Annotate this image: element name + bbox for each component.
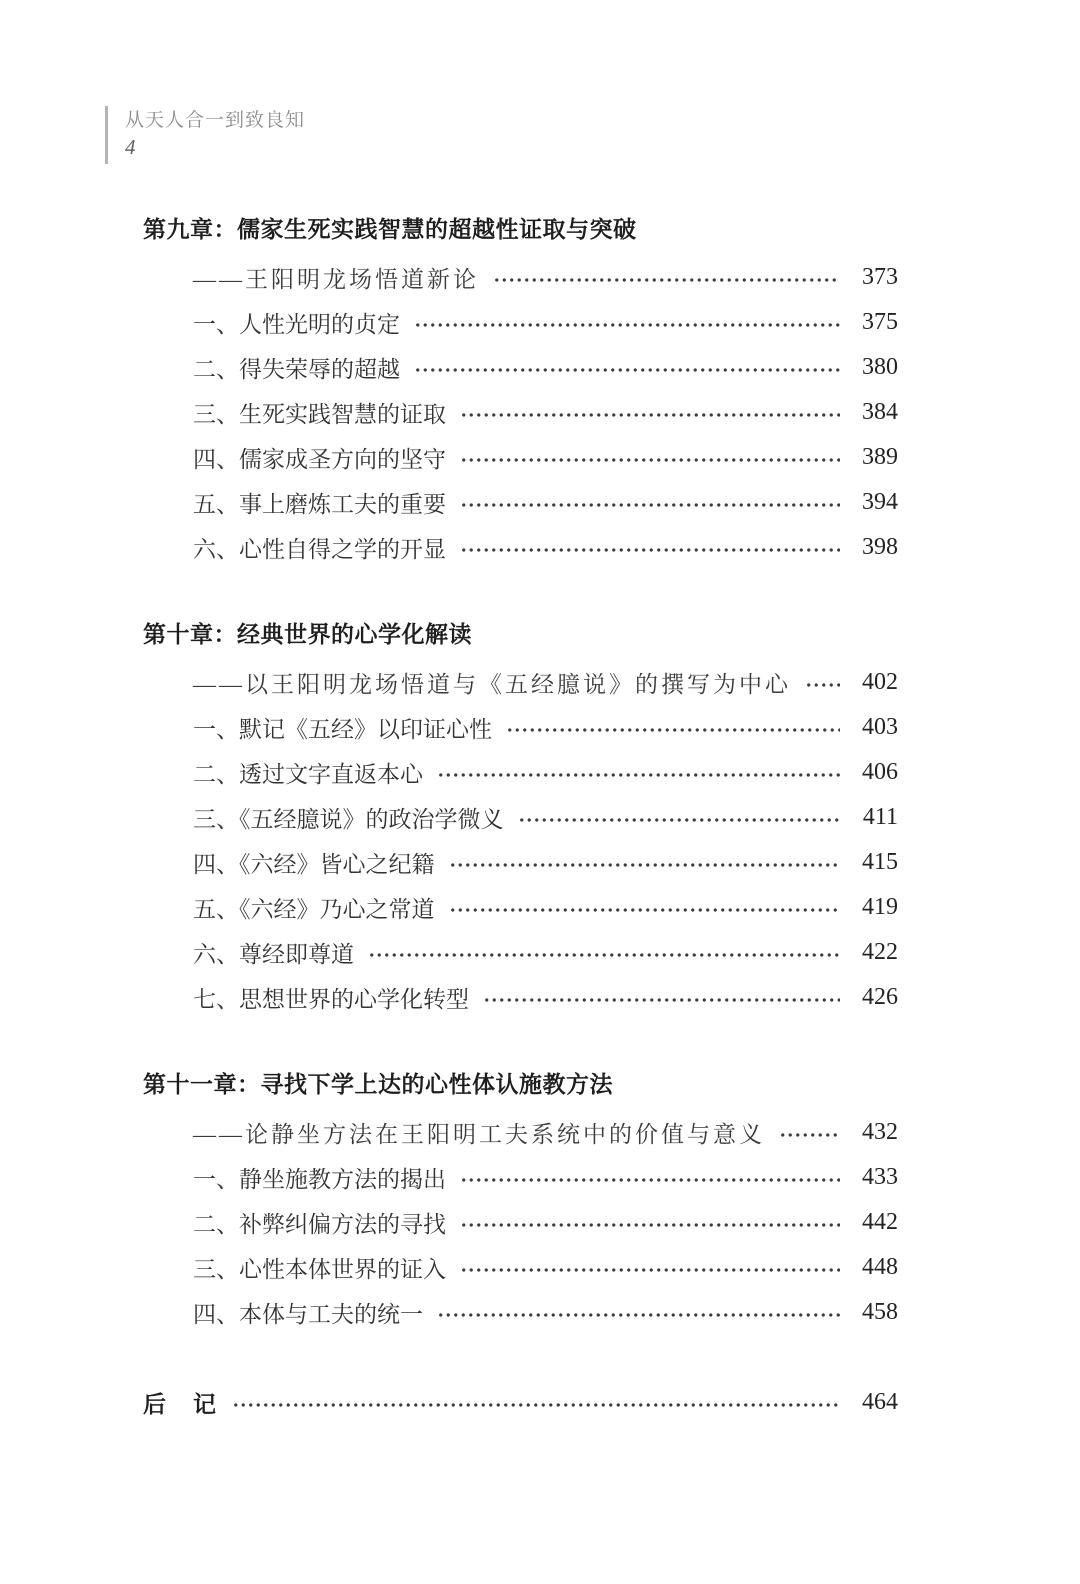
toc-section xyxy=(143,205,898,570)
toc-section xyxy=(143,610,898,1020)
toc-footer-entry xyxy=(143,1380,898,1425)
toc-entry xyxy=(143,345,898,390)
toc-entry xyxy=(143,930,898,975)
toc-entry xyxy=(143,1110,898,1155)
entry-title: 四、儒家成圣方向的坚守 xyxy=(193,447,446,472)
toc xyxy=(143,205,898,1425)
entry-title: 六、心性自得之学的开显 xyxy=(193,537,446,562)
entry-page: 403 xyxy=(862,714,898,740)
toc-section xyxy=(143,1060,898,1335)
dot-leader xyxy=(414,323,840,327)
toc-entry xyxy=(143,300,898,345)
toc-entry xyxy=(143,1155,898,1200)
entry-title: 一、默记《五经》以印证心性 xyxy=(193,717,492,742)
toc-entry xyxy=(143,1200,898,1245)
section-entries xyxy=(143,255,898,570)
toc-entry xyxy=(143,795,898,840)
dot-leader xyxy=(506,728,840,732)
dot-leader xyxy=(460,1268,840,1272)
entry-title: 三、《五经臆说》的政治学微义 xyxy=(193,807,504,832)
toc-entry xyxy=(143,255,898,300)
entry-title: 三、生死实践智慧的证取 xyxy=(193,402,446,427)
dot-leader xyxy=(449,908,841,912)
entry-page: 384 xyxy=(862,399,898,425)
section-entries xyxy=(143,1110,898,1335)
entry-page: 406 xyxy=(862,759,898,785)
book-title: 从天人合一到致良知 xyxy=(125,110,306,131)
dot-leader xyxy=(779,1133,840,1137)
entry-title: ——以王阳明龙场悟道与《五经臆说》的撰写为中心 xyxy=(193,672,791,697)
toc-entry xyxy=(143,480,898,525)
dot-leader xyxy=(460,1178,840,1182)
toc-entry xyxy=(143,885,898,930)
dot-leader xyxy=(449,863,841,867)
section-entries xyxy=(143,660,898,1020)
entry-page: 375 xyxy=(862,309,898,335)
entry-page: 433 xyxy=(862,1164,898,1190)
dot-leader xyxy=(460,1223,840,1227)
entry-title: 四、《六经》皆心之纪籍 xyxy=(193,852,435,877)
entry-title: 四、本体与工夫的统一 xyxy=(193,1302,423,1327)
entry-page: 411 xyxy=(862,804,898,830)
entry-title: 二、透过文字直返本心 xyxy=(193,762,423,787)
entry-title: 二、补弊纠偏方法的寻找 xyxy=(193,1212,446,1237)
dot-leader xyxy=(460,458,840,462)
entry-page: 394 xyxy=(862,489,898,515)
entry-title: ——王阳明龙场悟道新论 xyxy=(193,267,479,292)
toc-entry xyxy=(143,1290,898,1335)
entry-page: 448 xyxy=(862,1254,898,1280)
entry-title: 二、得失荣辱的超越 xyxy=(193,357,400,382)
dot-leader xyxy=(805,683,840,687)
running-header xyxy=(105,106,305,164)
dot-leader xyxy=(414,368,840,372)
entry-title: 一、静坐施教方法的揭出 xyxy=(193,1167,446,1192)
toc-entry xyxy=(143,435,898,480)
toc-entry xyxy=(143,840,898,885)
page-number: 4 xyxy=(125,135,136,159)
entry-page: 398 xyxy=(862,534,898,560)
dot-leader xyxy=(493,278,840,282)
entry-title: 五、《六经》乃心之常道 xyxy=(193,897,435,922)
chapter-heading: 第十一章：寻找下学上达的心性体认施教方法 xyxy=(143,1071,613,1097)
chapter-heading: 第九章：儒家生死实践智慧的超越性证取与突破 xyxy=(143,216,637,242)
chapter-heading: 第十章：经典世界的心学化解读 xyxy=(143,621,472,647)
dot-leader xyxy=(368,953,840,957)
entry-title: 后 记 xyxy=(143,1391,218,1417)
entry-page: 432 xyxy=(862,1119,898,1145)
toc-entry xyxy=(143,660,898,705)
entry-page: 402 xyxy=(862,669,898,695)
dot-leader xyxy=(518,818,841,822)
entry-page: 426 xyxy=(862,984,898,1010)
entry-title: 六、尊经即尊道 xyxy=(193,942,354,967)
toc-entry xyxy=(143,750,898,795)
entry-title: 三、心性本体世界的证入 xyxy=(193,1257,446,1282)
dot-leader xyxy=(437,773,840,777)
toc-entry xyxy=(143,975,898,1020)
entry-page: 373 xyxy=(862,264,898,290)
entry-title: 五、事上磨炼工夫的重要 xyxy=(193,492,446,517)
entry-page: 380 xyxy=(862,354,898,380)
entry-page: 422 xyxy=(862,939,898,965)
toc-entry xyxy=(143,390,898,435)
dot-leader xyxy=(232,1403,840,1407)
entry-page: 458 xyxy=(862,1299,898,1325)
dot-leader xyxy=(460,503,840,507)
dot-leader xyxy=(460,413,840,417)
entry-title: 七、思想世界的心学化转型 xyxy=(193,987,469,1012)
entry-title: ——论静坐方法在王阳明工夫系统中的价值与意义 xyxy=(193,1122,765,1147)
dot-leader xyxy=(483,998,840,1002)
entry-title: 一、人性光明的贞定 xyxy=(193,312,400,337)
toc-entry xyxy=(143,705,898,750)
entry-page: 442 xyxy=(862,1209,898,1235)
dot-leader xyxy=(437,1313,840,1317)
entry-page: 464 xyxy=(862,1389,898,1415)
toc-entry xyxy=(143,525,898,570)
toc-entry xyxy=(143,1245,898,1290)
entry-page: 415 xyxy=(862,849,898,875)
entry-page: 419 xyxy=(862,894,898,920)
dot-leader xyxy=(460,548,840,552)
entry-page: 389 xyxy=(862,444,898,470)
